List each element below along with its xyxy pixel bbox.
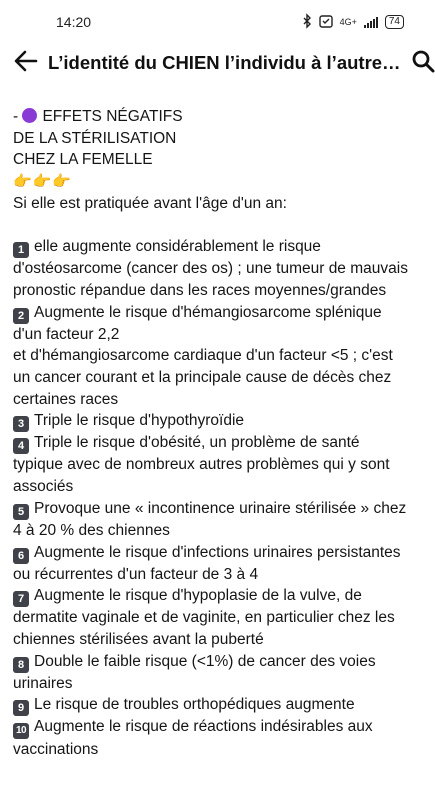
list-item: 1 elle augmente considérablement le risque d'ostéosarcome (cancer des os) ; une tumeur de mauvais pronostic répandue dans les races moyennes/grandes [13,238,408,299]
list-item: 5 Provoque une « incontinence urinaire stérilisée » chez 4 à 20 % des chiennes [13,499,407,539]
number-badge: 3 [13,416,29,432]
back-button[interactable] [14,48,38,78]
list-item: 9 Le risque de troubles orthopédiques augmente [13,694,413,716]
list-item: 7 Augmente le risque d'hypoplasie de la vulve, de dermatite vaginale et de vaginite, en particulier chez les chiennes stérilisées avant la puberté [13,587,395,648]
bluetooth-icon [303,14,312,31]
search-button[interactable] [411,48,435,78]
list-item: 8 Double le faible risque (<1%) de cancer des voies urinaires [13,652,376,692]
list-item: 4 Triple le risque d'obésité, un problème de santé typique avec de nombreux autres problèmes qui y sont associés [13,434,390,496]
heading-line-2: DE LA STÉRILISATION [13,129,177,147]
page-title: L’identité du CHIEN l’individu à l’autre… [48,52,401,73]
arrow-left-icon [14,50,38,77]
heading-line-1: - EFFETS NÉGATIFS [13,108,183,125]
signal-icon [364,17,378,28]
list-item-continuation: et d'hémangiosarcome cardiaque d'un facteur <5 ; c'est un cancer courant et la principale cause de décès chez certaines races [13,347,393,408]
list-item: 2 Augmente le risque d'hémangiosarcome splénique d'un facteur 2,2 [13,303,382,343]
search-icon [411,49,435,78]
app-header [0,44,422,82]
list-item: 6 Augmente le risque d'infections urinaires persistantes ou récurrentes d'un facteur de 3 à 4 [13,543,401,583]
alarm-icon [319,14,333,31]
number-badge: 9 [13,700,29,716]
intro-text: Si elle est pratiquée avant l'âge d'un an: [13,194,287,212]
number-badge: 2 [13,308,29,324]
number-badge: 7 [13,591,29,607]
number-badge: 8 [13,657,29,673]
heading-line-3: CHEZ LA FEMELLE [13,151,153,169]
number-badge: 10 [13,723,29,739]
battery-icon [385,15,404,29]
network-label: 4G+ [339,17,357,27]
spacer [13,215,413,237]
number-badge: 6 [13,548,29,564]
status-time: 14:20 [56,14,92,30]
number-badge: 4 [13,438,29,454]
post-content [13,106,413,761]
pointing-hands-emoji: 👉👉👉 [13,173,73,191]
purple-circle-icon [22,108,37,123]
status-bar [0,0,422,44]
list-item: 10 Augmente le risque de réactions indésirables aux vaccinations [13,718,373,759]
battery-level: 74 [388,16,400,27]
list-item: 3 Triple le risque d'hypothyroïdie [13,410,413,432]
status-icons [303,14,404,31]
number-badge: 1 [13,242,29,258]
number-badge: 5 [13,504,29,520]
